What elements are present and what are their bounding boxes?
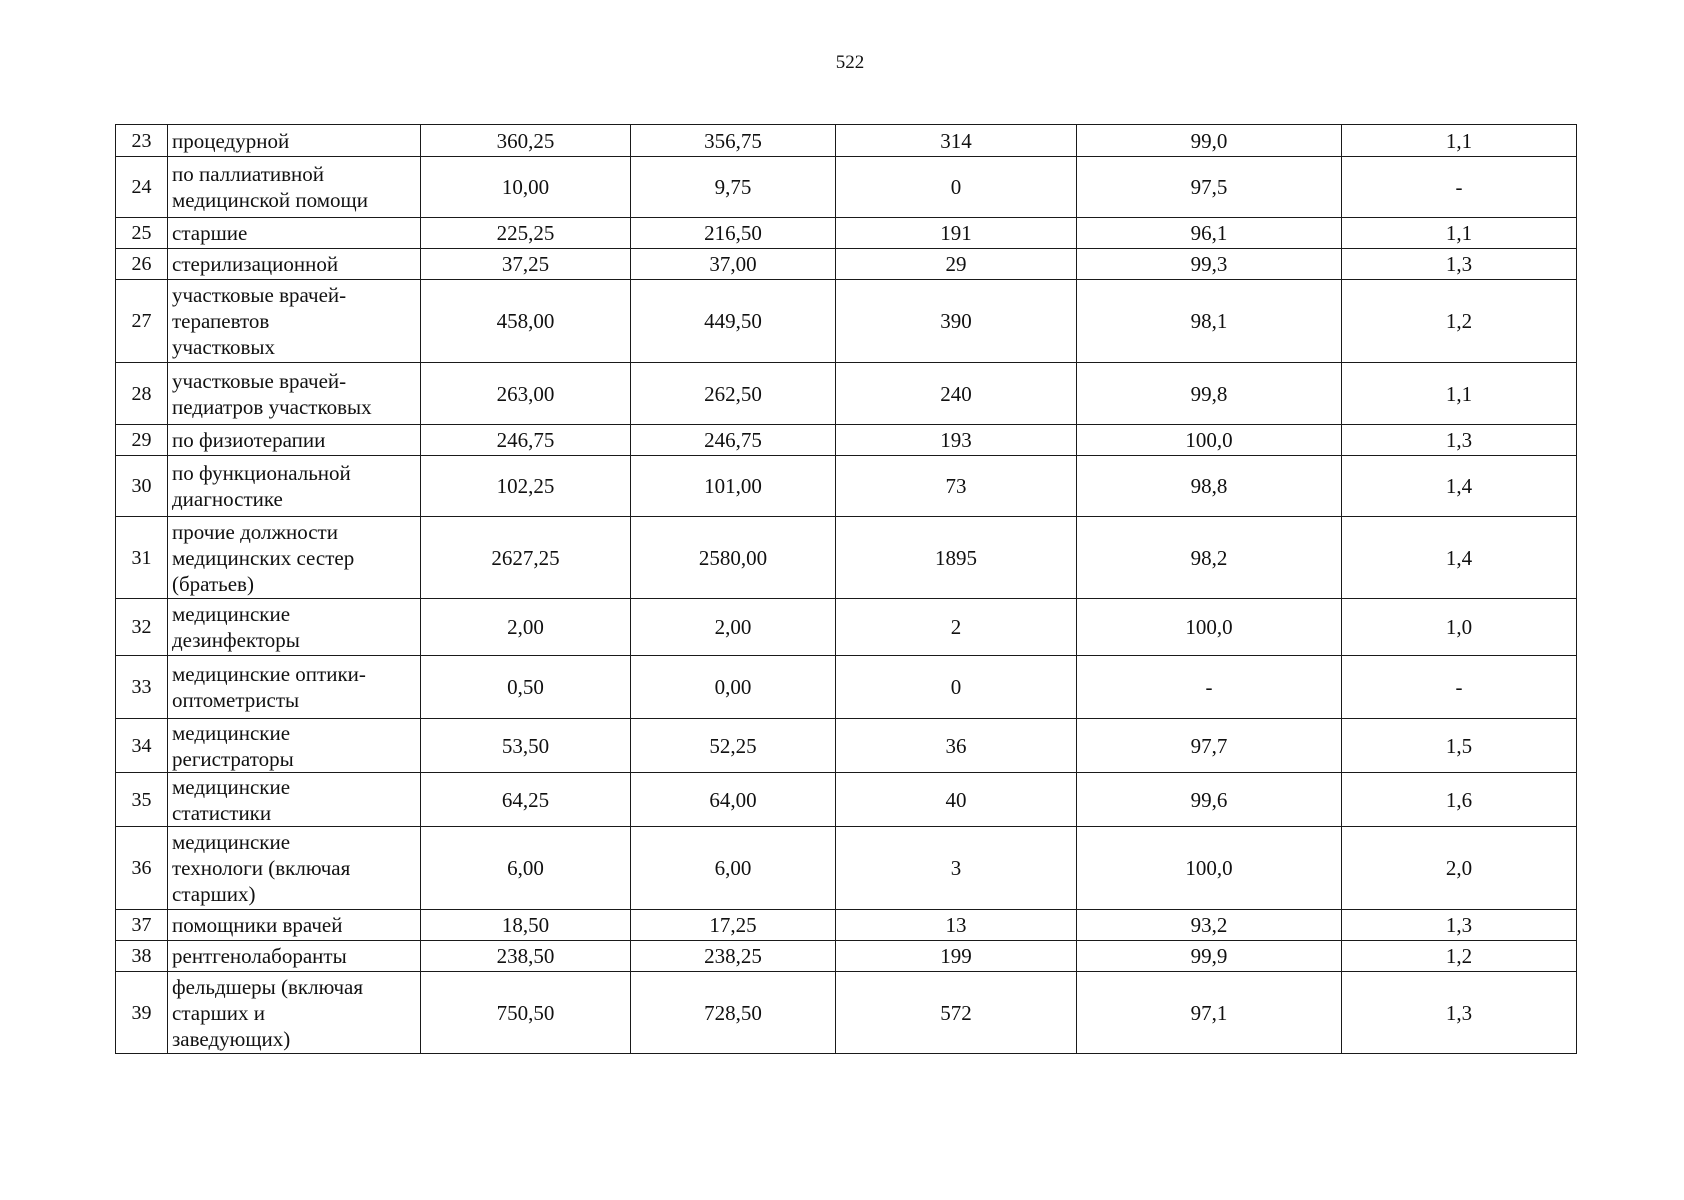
table-row <box>116 827 1577 910</box>
table-row <box>116 218 1577 249</box>
position-name-line: медицинские <box>172 830 291 854</box>
value-col-5: 1,3 <box>1342 910 1577 941</box>
value-col-2: 2,00 <box>631 599 836 656</box>
position-name <box>168 125 421 157</box>
position-name <box>168 972 421 1054</box>
value-col-1: 102,25 <box>421 456 631 517</box>
value-col-2: 246,75 <box>631 425 836 456</box>
position-name-line: дезинфекторы <box>172 628 300 652</box>
position-name-line: педиатров участковых <box>172 394 372 419</box>
value-col-3: 240 <box>836 363 1077 425</box>
row-number: 30 <box>116 456 168 517</box>
position-name-line: медицинских сестер <box>172 545 355 570</box>
value-col-2: 262,50 <box>631 363 836 425</box>
position-name-line: старших и <box>172 1000 265 1025</box>
position-name-line: заведующих) <box>172 1026 291 1051</box>
value-col-4: 93,2 <box>1077 910 1342 941</box>
position-name-line: по паллиативной <box>172 162 325 186</box>
value-col-3: 13 <box>836 910 1077 941</box>
row-number: 38 <box>116 941 168 972</box>
position-name-line: регистраторы <box>172 746 294 771</box>
value-col-2: 238,25 <box>631 941 836 972</box>
position-name-line: старших) <box>172 882 256 906</box>
table-row <box>116 125 1577 157</box>
value-col-4: 98,8 <box>1077 456 1342 517</box>
value-col-5: 1,3 <box>1342 972 1577 1054</box>
position-name <box>168 425 421 456</box>
table-row <box>116 773 1577 827</box>
position-name-line: (братьев) <box>172 571 254 596</box>
row-number: 26 <box>116 249 168 280</box>
row-number: 33 <box>116 656 168 719</box>
value-col-4: - <box>1077 656 1342 719</box>
value-col-4: 98,1 <box>1077 280 1342 363</box>
value-col-1: 18,50 <box>421 910 631 941</box>
value-col-5: 1,3 <box>1342 249 1577 280</box>
table-row <box>116 456 1577 517</box>
value-col-3: 29 <box>836 249 1077 280</box>
value-col-3: 572 <box>836 972 1077 1054</box>
value-col-5: - <box>1342 157 1577 218</box>
value-col-4: 97,5 <box>1077 157 1342 218</box>
row-number: 28 <box>116 363 168 425</box>
value-col-5: 1,2 <box>1342 941 1577 972</box>
position-name-line: терапевтов <box>172 309 270 333</box>
position-name-line: процедурной <box>172 128 290 153</box>
value-col-3: 2 <box>836 599 1077 656</box>
value-col-3: 0 <box>836 656 1077 719</box>
table-row <box>116 972 1577 1054</box>
value-col-2: 52,25 <box>631 719 836 773</box>
row-number: 39 <box>116 972 168 1054</box>
position-name-line: старшие <box>172 221 248 245</box>
value-col-3: 36 <box>836 719 1077 773</box>
value-col-1: 37,25 <box>421 249 631 280</box>
value-col-5: 1,4 <box>1342 517 1577 599</box>
position-name-line: по физиотерапии <box>172 428 326 452</box>
position-name-line: оптометристы <box>172 688 300 712</box>
value-col-4: 98,2 <box>1077 517 1342 599</box>
position-name-line: участковые врачей- <box>172 283 347 307</box>
table-row <box>116 363 1577 425</box>
value-col-1: 263,00 <box>421 363 631 425</box>
value-col-4: 99,0 <box>1077 125 1342 157</box>
position-name-line: по функциональной <box>172 461 351 485</box>
value-col-2: 6,00 <box>631 827 836 910</box>
value-col-3: 73 <box>836 456 1077 517</box>
value-col-1: 246,75 <box>421 425 631 456</box>
staffing-table <box>115 124 1577 1054</box>
value-col-5: - <box>1342 656 1577 719</box>
row-number: 32 <box>116 599 168 656</box>
value-col-5: 1,1 <box>1342 218 1577 249</box>
position-name <box>168 910 421 941</box>
value-col-1: 53,50 <box>421 719 631 773</box>
position-name <box>168 218 421 249</box>
value-col-4: 100,0 <box>1077 425 1342 456</box>
position-name-line: статистики <box>172 800 272 825</box>
position-name-line: диагностике <box>172 487 283 511</box>
value-col-1: 458,00 <box>421 280 631 363</box>
position-name-line: медицинские оптики- <box>172 662 366 686</box>
value-col-3: 193 <box>836 425 1077 456</box>
position-name <box>168 249 421 280</box>
value-col-4: 99,3 <box>1077 249 1342 280</box>
value-col-4: 100,0 <box>1077 827 1342 910</box>
position-name-line: помощники врачей <box>172 913 343 937</box>
position-name <box>168 827 421 910</box>
value-col-5: 1,6 <box>1342 773 1577 827</box>
row-number: 37 <box>116 910 168 941</box>
value-col-4: 100,0 <box>1077 599 1342 656</box>
value-col-1: 0,50 <box>421 656 631 719</box>
position-name-line: фельдшеры (включая <box>172 974 364 999</box>
table-row <box>116 517 1577 599</box>
value-col-2: 356,75 <box>631 125 836 157</box>
position-name-line: медицинские <box>172 720 291 745</box>
row-number: 35 <box>116 773 168 827</box>
value-col-4: 99,9 <box>1077 941 1342 972</box>
value-col-3: 199 <box>836 941 1077 972</box>
value-col-1: 238,50 <box>421 941 631 972</box>
table-row <box>116 425 1577 456</box>
value-col-1: 6,00 <box>421 827 631 910</box>
row-number: 29 <box>116 425 168 456</box>
value-col-5: 1,1 <box>1342 125 1577 157</box>
value-col-4: 96,1 <box>1077 218 1342 249</box>
value-col-3: 1895 <box>836 517 1077 599</box>
row-number: 31 <box>116 517 168 599</box>
table-row <box>116 719 1577 773</box>
value-col-1: 64,25 <box>421 773 631 827</box>
row-number: 34 <box>116 719 168 773</box>
value-col-3: 40 <box>836 773 1077 827</box>
position-name <box>168 517 421 599</box>
value-col-3: 314 <box>836 125 1077 157</box>
position-name-line: стерилизационной <box>172 252 339 276</box>
value-col-5: 1,3 <box>1342 425 1577 456</box>
value-col-2: 37,00 <box>631 249 836 280</box>
value-col-1: 2627,25 <box>421 517 631 599</box>
value-col-4: 97,7 <box>1077 719 1342 773</box>
value-col-5: 1,0 <box>1342 599 1577 656</box>
value-col-2: 2580,00 <box>631 517 836 599</box>
row-number: 24 <box>116 157 168 218</box>
table-row <box>116 656 1577 719</box>
value-col-2: 0,00 <box>631 656 836 719</box>
value-col-2: 216,50 <box>631 218 836 249</box>
value-col-2: 101,00 <box>631 456 836 517</box>
value-col-2: 17,25 <box>631 910 836 941</box>
value-col-4: 99,8 <box>1077 363 1342 425</box>
table-row <box>116 941 1577 972</box>
row-number: 27 <box>116 280 168 363</box>
table-row <box>116 249 1577 280</box>
row-number: 36 <box>116 827 168 910</box>
value-col-5: 1,4 <box>1342 456 1577 517</box>
value-col-3: 191 <box>836 218 1077 249</box>
value-col-1: 10,00 <box>421 157 631 218</box>
position-name <box>168 719 421 773</box>
position-name-line: участковых <box>172 335 276 359</box>
position-name-line: медицинские <box>172 602 291 626</box>
position-name <box>168 773 421 827</box>
value-col-5: 1,1 <box>1342 363 1577 425</box>
value-col-1: 360,25 <box>421 125 631 157</box>
value-col-5: 1,5 <box>1342 719 1577 773</box>
position-name-line: прочие должности <box>172 519 338 544</box>
value-col-3: 0 <box>836 157 1077 218</box>
value-col-3: 3 <box>836 827 1077 910</box>
value-col-1: 225,25 <box>421 218 631 249</box>
value-col-4: 97,1 <box>1077 972 1342 1054</box>
position-name-line: рентгенолаборанты <box>172 944 347 968</box>
position-name-line: технологи (включая <box>172 856 351 880</box>
row-number: 23 <box>116 125 168 157</box>
value-col-5: 2,0 <box>1342 827 1577 910</box>
table-row <box>116 910 1577 941</box>
value-col-4: 99,6 <box>1077 773 1342 827</box>
row-number: 25 <box>116 218 168 249</box>
value-col-1: 2,00 <box>421 599 631 656</box>
position-name <box>168 599 421 656</box>
position-name <box>168 363 421 425</box>
value-col-2: 449,50 <box>631 280 836 363</box>
value-col-2: 64,00 <box>631 773 836 827</box>
page-number: 522 <box>835 52 865 73</box>
table-row <box>116 280 1577 363</box>
value-col-2: 9,75 <box>631 157 836 218</box>
value-col-1: 750,50 <box>421 972 631 1054</box>
position-name <box>168 456 421 517</box>
table-body <box>116 125 1577 1054</box>
value-col-5: 1,2 <box>1342 280 1577 363</box>
position-name <box>168 280 421 363</box>
position-name <box>168 656 421 719</box>
table-row <box>116 157 1577 218</box>
value-col-3: 390 <box>836 280 1077 363</box>
position-name-line: медицинские <box>172 774 291 799</box>
position-name <box>168 157 421 218</box>
position-name-line: участковые врачей- <box>172 368 347 393</box>
position-name-line: медицинской помощи <box>172 188 368 212</box>
position-name <box>168 941 421 972</box>
table-row <box>116 599 1577 656</box>
value-col-2: 728,50 <box>631 972 836 1054</box>
